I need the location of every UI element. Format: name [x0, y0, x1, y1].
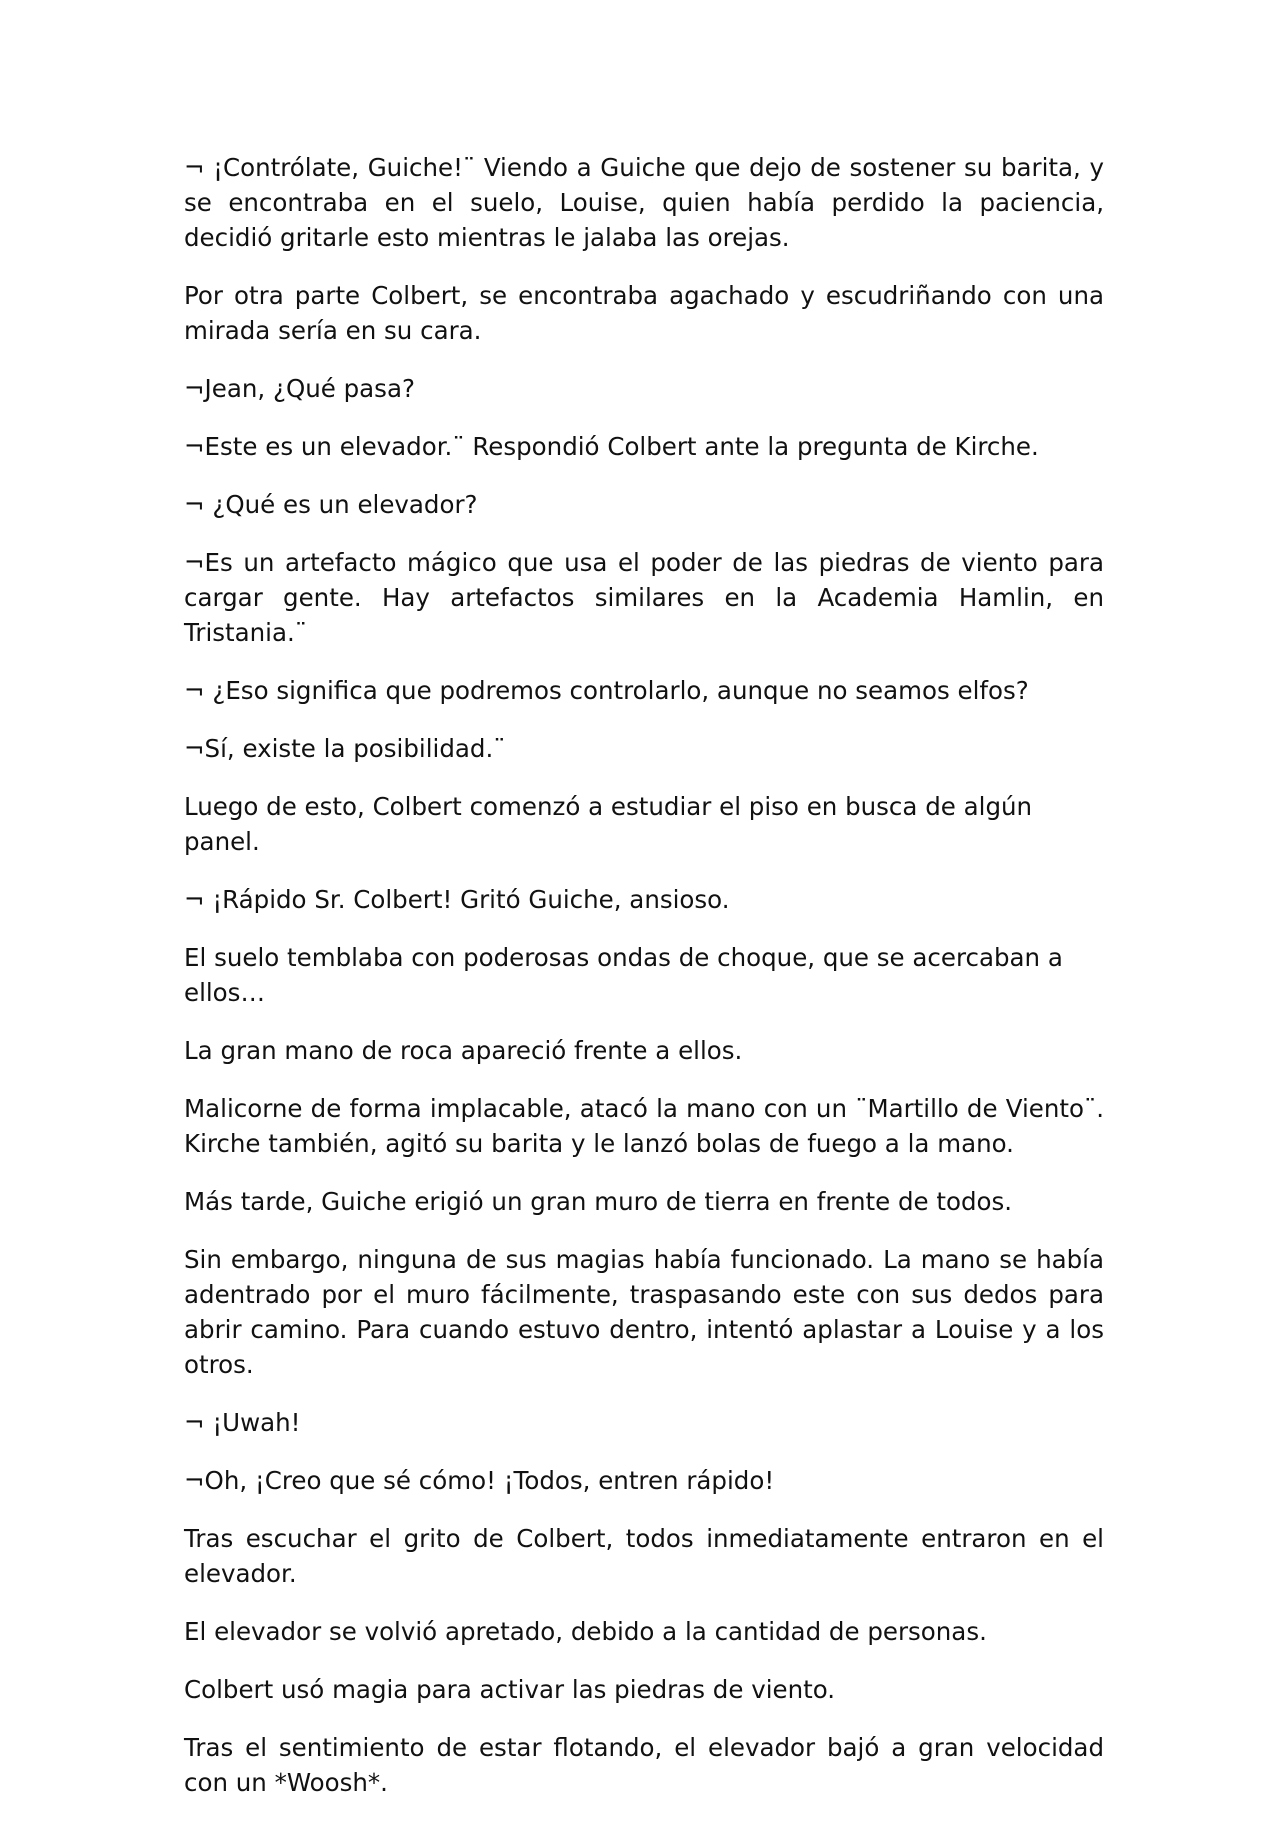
- paragraph: El suelo temblaba con poderosas ondas de choque, que se acercaban a ellos…: [184, 943, 1063, 1007]
- paragraph: ¬Sí, existe la posibilidad.¨: [184, 734, 506, 763]
- document-body: [184, 150, 1104, 1823]
- paragraph: ¬Jean, ¿Qué pasa?: [184, 374, 415, 403]
- paragraph: ¬Este es un elevador.¨ Respondió Colbert ante la pregunta de Kirche.: [184, 432, 1039, 461]
- paragraph: Tras el sentimiento de estar flotando, el elevador bajó a gran velocidad con un *Woosh*.: [184, 1733, 1104, 1797]
- paragraph: ¬ ¡Uwah!: [184, 1408, 301, 1437]
- paragraph: Tras escuchar el grito de Colbert, todos inmediatamente entraron en el elevador.: [184, 1524, 1104, 1588]
- paragraph: Más tarde, Guiche erigió un gran muro de tierra en frente de todos.: [184, 1187, 1013, 1216]
- paragraph: Malicorne de forma implacable, atacó la mano con un ¨Martillo de Viento¨. Kirche también, agitó su barita y le lanzó bolas de fuego a la mano.: [184, 1094, 1104, 1158]
- paragraph: El elevador se volvió apretado, debido a la cantidad de personas.: [184, 1617, 987, 1646]
- paragraph: Colbert usó magia para activar las piedras de viento.: [184, 1675, 836, 1704]
- paragraph: ¬ ¿Eso significa que podremos controlarlo, aunque no seamos elfos?: [184, 676, 1029, 705]
- paragraph: La gran mano de roca apareció frente a ellos.: [184, 1036, 743, 1065]
- paragraph: ¬Es un artefacto mágico que usa el poder de las piedras de viento para cargar gente. Hay artefactos similares en la Academia Hamlin, en Tristania.¨: [184, 548, 1104, 647]
- paragraph: Sin embargo, ninguna de sus magias había funcionado. La mano se había adentrado por el muro fácilmente, traspasando este con sus dedos para abrir camino. Para cuando estuvo dentro, intentó aplastar a Louise y a los otros.: [184, 1245, 1104, 1379]
- paragraph: ¬ ¡Contrólate, Guiche!¨ Viendo a Guiche que dejo de sostener su barita, y se encontraba en el suelo, Louise, quien había perdido la paciencia, decidió gritarle esto mientras le jalaba las orejas.: [184, 153, 1104, 252]
- paragraph: Por otra parte Colbert, se encontraba agachado y escudriñando con una mirada sería en su cara.: [184, 281, 1104, 345]
- paragraph: ¬Oh, ¡Creo que sé cómo! ¡Todos, entren rápido!: [184, 1466, 775, 1495]
- paragraph: ¬ ¿Qué es un elevador?: [184, 490, 478, 519]
- paragraph: ¬ ¡Rápido Sr. Colbert! Gritó Guiche, ansioso.: [184, 885, 730, 914]
- paragraph: Luego de esto, Colbert comenzó a estudiar el piso en busca de algún panel.: [184, 792, 1033, 856]
